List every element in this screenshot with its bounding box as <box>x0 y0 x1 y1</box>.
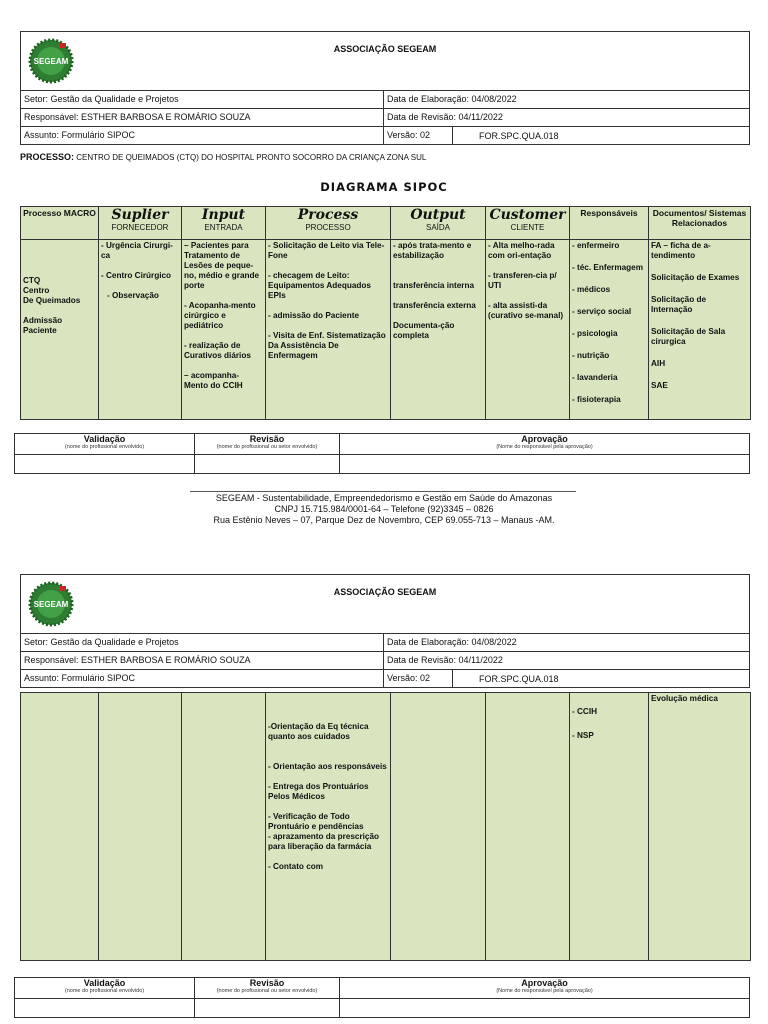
assunto: Assunto: Formulário SIPOC <box>24 130 136 140</box>
aprovacao-field[interactable] <box>340 999 750 1018</box>
cell-responsaveis: - enfermeiro - téc. Enfermagem - médicos - serviço social - psicologia - nutrição - lavanderia - fisioterapia <box>570 240 649 420</box>
cell-process: -Orientação da Eq técnica quanto aos cuidados - Orientação aos responsáveis - Entrega dos Prontuários Pelos Médicos - Verificação de Todo Prontuário e pendências - aprazamento da prescrição para liberação da farmácia - Contato com <box>266 693 391 961</box>
responsavel: Responsável: ESTHER BARBOSA E ROMÁRIO SOUZA <box>24 112 251 122</box>
revisao-header: Revisão (nome do profissional ou setor envolvido) <box>195 434 340 455</box>
col-customer: Customer CLIENTE <box>486 207 570 240</box>
validation-table-page2 <box>14 977 750 1018</box>
processo-line <box>20 152 426 162</box>
col-responsaveis: Responsáveis <box>570 207 649 240</box>
cell-process: - Solicitação de Leito via Tele-Fone - checagem de Leito: Equipamentos Adequados EPIs - admissão do Paciente - Visita de Enf. Sistematização Da Assistência De Enfermagem <box>266 240 391 420</box>
versao: Versão: 02 <box>387 130 431 140</box>
cell-macro: CTQ Centro De Queimados Admissão Paciente <box>21 240 99 420</box>
sipoc-table-continued <box>20 692 751 961</box>
form-header <box>20 31 750 145</box>
aprovacao-header: Aprovação (Nome do responsável pela aprovação) <box>340 978 750 999</box>
cell-supplier: - Urgência Cirurgi-ca - Centro Cirúrgico - Observação <box>99 240 182 420</box>
sipoc-table <box>20 206 751 420</box>
setor: Setor: Gestão da Qualidade e Projetos <box>24 94 179 104</box>
form-code: FOR.SPC.QUA.018 <box>479 674 559 684</box>
cell-supplier <box>99 693 182 961</box>
svg-text:SEGEAM: SEGEAM <box>33 600 69 609</box>
org-name: ASSOCIAÇÃO SEGEAM <box>333 587 437 597</box>
col-input: Input ENTRADA <box>182 207 266 240</box>
cell-customer <box>486 693 570 961</box>
data-elaboracao: Data de Elaboração: 04/08/2022 <box>387 637 517 647</box>
aprovacao-header: Aprovação (Nome do responsável pela aprovação) <box>340 434 750 455</box>
footer-line2: CNPJ 15.715.984/0001-64 – Telefone (92)3345 – 0826 <box>274 504 494 514</box>
cell-macro <box>21 693 99 961</box>
validacao-header: Validação (nome do profissional envolvido) <box>15 978 195 999</box>
footer-line3: Rua Estênio Neves – 07, Parque Dez de Novembro, CEP 69.055-713 – Manaus -AM. <box>213 515 555 525</box>
processo-label: PROCESSO: <box>20 152 75 162</box>
cell-input <box>182 693 266 961</box>
revisao-field[interactable] <box>195 999 340 1018</box>
cell-input: – Pacientes para Tratamento de Lesões de peque-no, médio e grande porte - Acopanha-mento cirúrgico e pediátrico - realização de Curativos diários – acompanha-Mento do CCIH <box>182 240 266 420</box>
validation-table <box>14 433 750 474</box>
svg-text:SEGEAM: SEGEAM <box>33 57 69 66</box>
revisao-header: Revisão (nome do profissional ou setor envolvido) <box>195 978 340 999</box>
setor: Setor: Gestão da Qualidade e Projetos <box>24 637 179 647</box>
validacao-field[interactable] <box>15 455 195 474</box>
cell-output: - após trata-mento e estabilização transferência interna transferência externa Documenta-ção completa <box>391 240 486 420</box>
data-revisao: Data de Revisão: 04/11/2022 <box>387 655 503 665</box>
cell-documentos: FA – ficha de a-tendimento Solicitação de Exames Solicitação de Internação Solicitação de Sala cirurgica AIH SAE <box>649 240 751 420</box>
assunto: Assunto: Formulário SIPOC <box>24 673 136 683</box>
cell-responsaveis: - CCIH - NSP <box>570 693 649 961</box>
responsavel: Responsável: ESTHER BARBOSA E ROMÁRIO SOUZA <box>24 655 251 665</box>
validacao-header: Validação (nome do profissional envolvido) <box>15 434 195 455</box>
col-process: Process PROCESSO <box>266 207 391 240</box>
revisao-field[interactable] <box>195 455 340 474</box>
org-name: ASSOCIAÇÃO SEGEAM <box>333 44 437 54</box>
col-macro: Processo MACRO <box>21 207 99 240</box>
footer <box>0 493 768 526</box>
cell-output <box>391 693 486 961</box>
form-code: FOR.SPC.QUA.018 <box>479 131 559 141</box>
footer-line1: SEGEAM - Sustentabilidade, Empreendedorismo e Gestão em Saúde do Amazonas <box>215 493 553 503</box>
col-documentos: Documentos/ Sistemas Relacionados <box>649 207 751 240</box>
cell-documentos: Evolução médica <box>649 693 751 961</box>
footer-divider <box>190 491 576 492</box>
col-supplier: Suplier FORNECEDOR <box>99 207 182 240</box>
data-revisao: Data de Revisão: 04/11/2022 <box>387 112 503 122</box>
validacao-field[interactable] <box>15 999 195 1018</box>
diagram-title: DIAGRAMA SIPOC <box>320 180 448 194</box>
aprovacao-field[interactable] <box>340 455 750 474</box>
processo-text: CENTRO DE QUEIMADOS (CTQ) DO HOSPITAL PRONTO SOCORRO DA CRIANÇA ZONA SUL <box>74 153 427 162</box>
cell-customer: - Alta melho-rada com ori-entação - transferen-cia p/ UTI - alta assisti-da (curativo se-manal) <box>486 240 570 420</box>
versao: Versão: 02 <box>387 673 431 683</box>
data-elaboracao: Data de Elaboração: 04/08/2022 <box>387 94 517 104</box>
col-output: Output SAÍDA <box>391 207 486 240</box>
form-header-page2 <box>20 574 750 688</box>
